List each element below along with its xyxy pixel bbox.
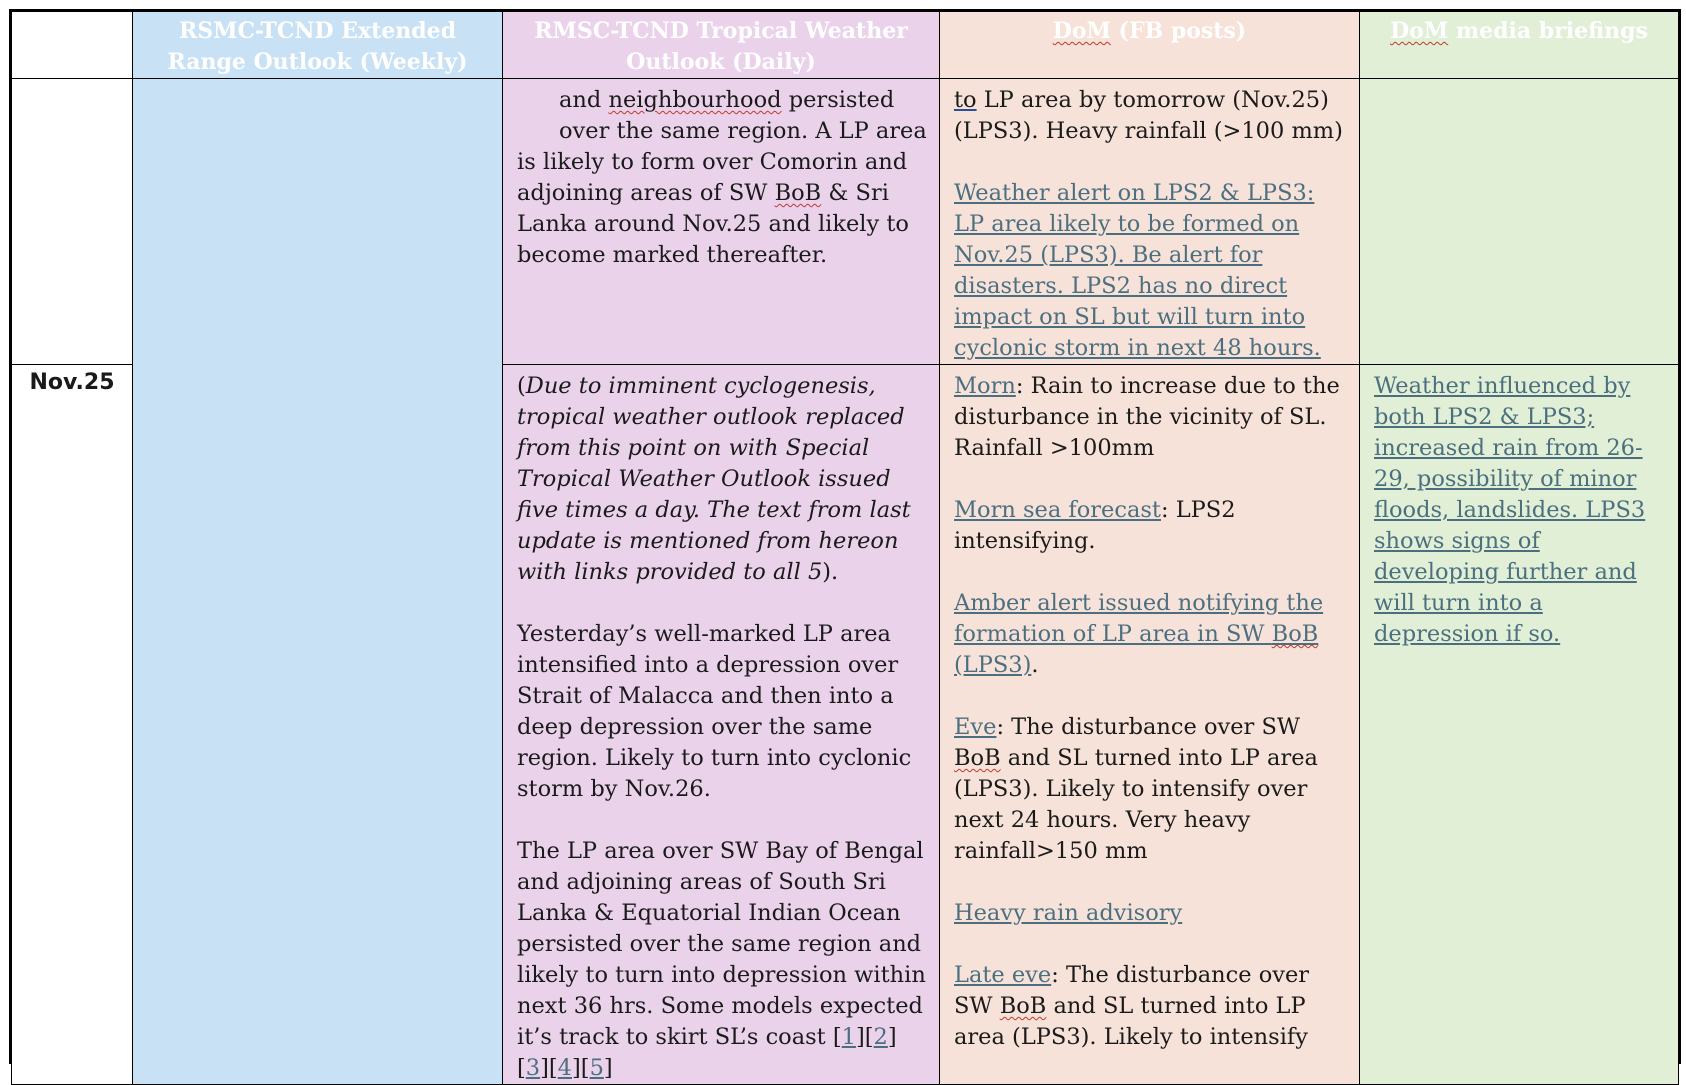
tropical-outlook-cell: [503, 365, 940, 1085]
header-tropical-label: RMSC-TCND Tropical Weather Outlook (Daily): [534, 18, 908, 75]
media-paragraph: [1374, 371, 1666, 650]
dom-text-paragraph: [954, 371, 1347, 464]
text-span: : The disturbance over SW: [954, 962, 1310, 1019]
date-cell: [12, 79, 133, 365]
dom-text-paragraph: [954, 712, 1347, 867]
spellcheck-word: neighbourhood: [608, 87, 782, 113]
header-date: [12, 12, 133, 79]
document-table-frame: [9, 9, 1681, 1081]
text-span: Amber alert issued notifying the formation of LP area in SW: [954, 590, 1324, 647]
text-span: over the same region. A LP area is likely to form over Comorin and adjoining areas of SW: [517, 118, 927, 206]
table-row: [12, 79, 1679, 365]
date-cell: Nov.25: [12, 365, 133, 1085]
media-briefing-link[interactable]: Weather influenced by both LPS2 & LPS3; increased rain from 26-29, possibility of minor floods, landslides. LPS3 shows signs of developing further and will turn into a depression if so.: [1374, 373, 1646, 647]
text-span: .: [1031, 652, 1039, 678]
morn-link[interactable]: Morn: [954, 373, 1016, 399]
header-extended-outlook: [133, 12, 503, 79]
text-span: LP area by tomorrow (Nov.25) (LPS3). Heavy rainfall (>100 mm): [954, 87, 1343, 144]
spellcheck-word: BoB: [774, 180, 822, 206]
text-span: persisted: [781, 87, 895, 113]
dom-text-paragraph: [954, 85, 1347, 147]
reference-link-5[interactable]: 5: [589, 1055, 604, 1081]
spellcheck-word: BoB: [954, 745, 1001, 771]
late-eve-link[interactable]: Late eve: [954, 962, 1052, 988]
header-dom-fb-suffix: (FB posts): [1110, 18, 1247, 44]
text-span: (LPS3): [954, 652, 1032, 678]
text-span: (: [517, 373, 526, 399]
dom-text-paragraph: [954, 495, 1347, 557]
header-row: [12, 12, 1679, 79]
text-span: ).: [822, 559, 839, 585]
header-dom-media: [1360, 12, 1679, 79]
dom-alert-paragraph: [954, 178, 1347, 364]
tropical-text-paragraph: Yesterday’s well-marked LP area intensified into a depression over Strait of Malacca and then into a deep depression over the same region. Likely to turn into cyclonic storm by Nov.26.: [517, 621, 912, 802]
weather-alert-link[interactable]: Weather alert on LPS2 & LPS3: LP area likely to be formed on Nov.25 (LPS3). Be alert for disasters. LPS2 has no direct impact on SL but will turn into cyclonic storm in next 48 hours.: [954, 180, 1321, 361]
tropical-text-paragraph: [503, 116, 928, 271]
italic-note: Due to imminent cyclogenesis, tropical weather outlook replaced from this point on with Special Tropical Weather Outlook issued five times a day. The text from last update is mentioned from hereon with links provided to all 5: [517, 373, 911, 585]
reference-link-1[interactable]: 1: [841, 1024, 856, 1050]
heavy-rain-advisory-link[interactable]: Heavy rain advisory: [954, 900, 1183, 926]
header-tropical-outlook: [503, 12, 940, 79]
text-span: : LPS2 intensifying.: [954, 497, 1236, 554]
tropical-text-line: [517, 85, 927, 116]
tropical-text-paragraph: The LP area over SW Bay of Bengal and adjoining areas of South Sri Lanka & Equatorial Indian Ocean persisted over the same region and likely to turn into depression within next 36 hrs. Some models expected it’s track to skirt SL’s coast [1][2][3][4][5]: [517, 838, 926, 1081]
amber-alert-link[interactable]: [954, 590, 1323, 678]
spellcheck-word: BoB: [999, 993, 1047, 1019]
header-dom-media-prefix: DoM: [1390, 18, 1449, 44]
eve-link[interactable]: Eve: [954, 714, 997, 740]
header-date-label: Date: [43, 18, 101, 44]
reference-link-4[interactable]: 4: [557, 1055, 572, 1081]
header-dom-media-suffix: media briefings: [1448, 18, 1648, 44]
dom-text-paragraph: [954, 898, 1347, 929]
dom-fb-cell: [940, 79, 1360, 365]
tropical-note-paragraph: [517, 371, 927, 588]
text-span: : Rain to increase due to the disturbance in the vicinity of SL. Rainfall >100mm: [954, 373, 1340, 461]
header-dom-fb-prefix: DoM: [1052, 18, 1111, 44]
header-dom-fb-posts: [940, 12, 1360, 79]
timeline-table: [11, 11, 1679, 1085]
text-span: and SL turned into LP area (LPS3). Likely to intensify: [954, 993, 1308, 1050]
dom-media-cell: [1360, 365, 1679, 1085]
spellcheck-word: BoB: [1271, 621, 1319, 647]
dom-text-paragraph: [954, 960, 1347, 1053]
text-span: : The disturbance over SW: [996, 714, 1300, 740]
tropical-outlook-cell: [503, 79, 940, 365]
morn-sea-forecast-link[interactable]: Morn sea forecast: [954, 497, 1161, 523]
text-span: The LP area over SW Bay of Bengal and adjoining areas of South Sri Lanka & Equatorial Indian Ocean persisted over the same region and likely to turn into depression within next 36 hrs. Some models expected it’s track to skirt SL’s coast: [517, 838, 926, 1050]
dom-fb-cell: [940, 365, 1360, 1085]
text-span: & Sri Lanka around Nov.25 and likely to become marked thereafter.: [517, 180, 909, 268]
text-span: and: [559, 87, 609, 113]
header-extended-label: RSMC-TCND Extended Range Outlook (Weekly): [167, 18, 468, 75]
dom-text-paragraph: [954, 588, 1347, 681]
dom-media-cell: [1360, 79, 1679, 365]
text-span: to: [954, 87, 977, 113]
extended-outlook-cell: [133, 79, 503, 1085]
reference-link-2[interactable]: 2: [873, 1024, 888, 1050]
reference-link-3[interactable]: 3: [525, 1055, 541, 1081]
text-span: and SL turned into LP area (LPS3). Likely to intensify over next 24 hours. Very heavy rainfall>150 mm: [954, 745, 1318, 864]
